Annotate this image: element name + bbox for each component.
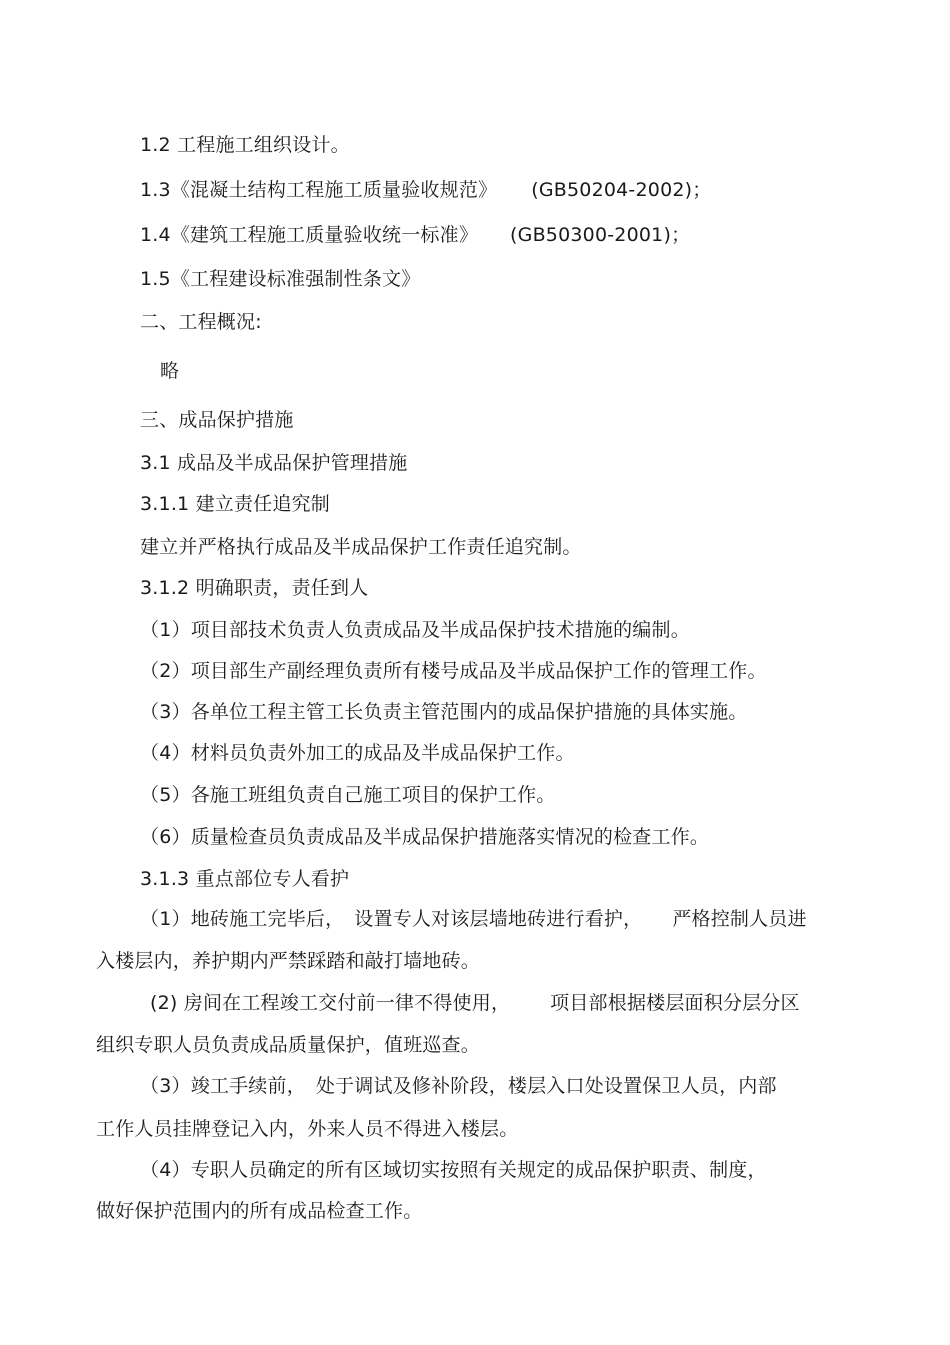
section-2-body: 略 bbox=[160, 360, 180, 382]
list-item: （4）材料员负责外加工的成品及半成品保护工作。 bbox=[140, 742, 575, 764]
text-run: (2) 房间在工程竣工交付前一律不得使用， bbox=[150, 992, 511, 1014]
paragraph-3-1-3-2-line-1 bbox=[150, 991, 800, 1015]
section-3-1-1-heading: 3.1.1 建立责任追究制 bbox=[140, 493, 330, 515]
paragraph-3-1-3-1-line-1 bbox=[140, 907, 807, 931]
section-3-1-heading: 3.1 成品及半成品保护管理措施 bbox=[140, 452, 408, 474]
paragraph-3-1-3-4-line-2: 做好保护范围内的所有成品检查工作。 bbox=[96, 1200, 423, 1222]
paragraph-3-1-3-1-line-2: 入楼层内，养护期内严禁踩踏和敲打墙地砖。 bbox=[96, 950, 481, 972]
reference-1-4-code: (GB50300-2001)； bbox=[510, 224, 691, 246]
list-item: （1）项目部技术负责人负责成品及半成品保护技术措施的编制。 bbox=[140, 619, 690, 641]
reference-1-3-title: 1.3《混凝土结构工程施工质量验收规范》 bbox=[140, 179, 498, 201]
reference-1-4-title: 1.4《建筑工程施工质量验收统一标准》 bbox=[140, 224, 479, 246]
paragraph-3-1-3-3-line-1 bbox=[140, 1074, 777, 1098]
text-run: （1）地砖施工完毕后， bbox=[140, 908, 345, 930]
section-3-1-3-heading: 3.1.3 重点部位专人看护 bbox=[140, 868, 350, 890]
list-item: （6）质量检查员负责成品及半成品保护措施落实情况的检查工作。 bbox=[140, 826, 710, 848]
text-run: 严格控制人员进 bbox=[672, 908, 807, 930]
text-run: 设置专人对该层墙地砖进行看护， bbox=[354, 908, 643, 930]
paragraph-3-1-3-3-line-2: 工作人员挂牌登记入内，外来人员不得进入楼层。 bbox=[96, 1118, 519, 1140]
section-3-heading: 三、成品保护措施 bbox=[140, 409, 294, 431]
paragraph-3-1-3-2-line-2: 组织专职人员负责成品质量保护，值班巡查。 bbox=[96, 1034, 481, 1056]
list-item: （5）各施工班组负责自己施工项目的保护工作。 bbox=[140, 784, 556, 806]
paragraph-3-1-3-4-line-1: （4）专职人员确定的所有区域切实按照有关规定的成品保护职责、制度， bbox=[140, 1159, 767, 1181]
list-item: （3）各单位工程主管工长负责主管范围内的成品保护措施的具体实施。 bbox=[140, 701, 748, 723]
text-run: （3）竣工手续前， bbox=[140, 1075, 306, 1097]
list-item: （2）项目部生产副经理负责所有楼号成品及半成品保护工作的管理工作。 bbox=[140, 660, 767, 682]
text-run: 项目部根据楼层面积分层分区 bbox=[550, 992, 800, 1014]
section-2-heading: 二、工程概况: bbox=[140, 311, 262, 333]
text-run: 处于调试及修补阶段，楼层入口处设置保卫人员，内部 bbox=[315, 1075, 777, 1097]
reference-1-3-code: (GB50204-2002)； bbox=[531, 179, 712, 201]
section-3-1-2-heading: 3.1.2 明确职责，责任到人 bbox=[140, 577, 369, 599]
reference-1-5: 1.5《工程建设标准强制性条文》 bbox=[140, 268, 421, 290]
reference-1-2: 1.2 工程施工组织设计。 bbox=[140, 134, 350, 156]
reference-1-4 bbox=[140, 223, 690, 247]
section-3-1-1-body: 建立并严格执行成品及半成品保护工作责任追究制。 bbox=[140, 536, 582, 558]
reference-1-3 bbox=[140, 178, 711, 202]
